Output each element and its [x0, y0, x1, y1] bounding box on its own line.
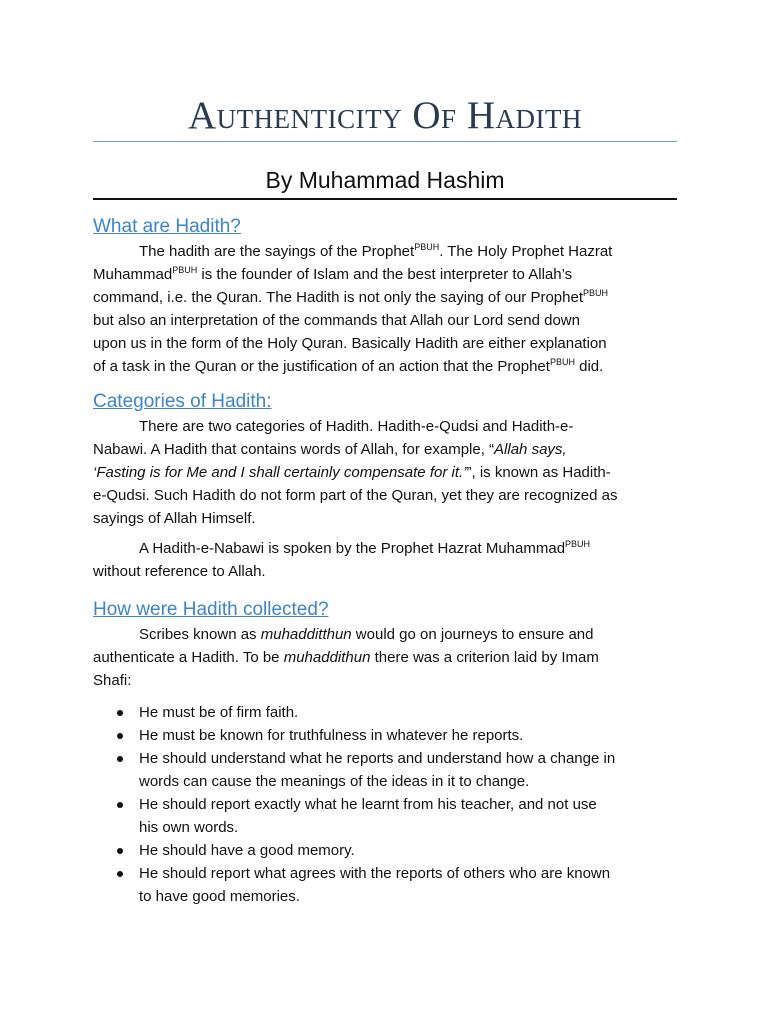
bullet-icon	[117, 802, 123, 808]
paragraph-what-are-hadith: The hadith are the sayings of the Prophet$^{PBUH}$. The Holy Prophet Hazrat Muhammad$^{PBUH}$ is the founder of Islam and the best interpreter to Allah’s command, i.e. the Quran. The Hadith is not only the saying of our Prophet$^{PBUH}$ but also an interpretation of the commands that Allah our Lord send down upon us in the form of the Holy Quran. Basically Hadith are either explanation of a task in the Quran or the justification of an action that the Prophet$^{PBUH}$ did.	[93, 242, 613, 375]
list-item: He must be known for truthfulness in whatever he reports.	[93, 724, 677, 747]
list-item: He should understand what he reports and understand how a change in words can cause the meanings of the ideas in it to change.	[93, 747, 677, 793]
pbuh-superscript: PBUH	[414, 242, 440, 252]
list-item: He should have a good memory.	[93, 839, 677, 862]
pbuh-superscript: PBUH	[565, 539, 591, 549]
paragraph-collection: Scribes known as muhadditthun would go on journeys to ensure and authenticate a Hadith. To be muhaddithun there was a criterion laid by Imam Shafi:	[93, 626, 599, 689]
bullet-icon	[117, 756, 123, 762]
heading-how-collected: How were Hadith collected?	[93, 599, 329, 620]
author-byline: By Muhammad Hashim	[265, 167, 505, 193]
heading-what-are-hadith: What are Hadith?	[93, 216, 241, 237]
list-item: He must be of firm faith.	[93, 701, 677, 724]
paragraph-hadith-e-nabawi: A Hadith-e-Nabawi is spoken by the Prophet Hazrat Muhammad$^{PBUH}$ without reference to Allah.	[93, 539, 591, 580]
byline-divider	[93, 198, 677, 200]
pbuh-superscript: PBUH	[549, 357, 575, 367]
document-title: Authenticity Of Hadith	[188, 94, 582, 137]
list-item: He should report exactly what he learnt from his teacher, and not use his own words.	[93, 793, 677, 839]
paragraph-categories: There are two categories of Hadith. Hadith-e-Qudsi and Hadith-e- Nabawi. A Hadith that contains words of Allah, for example, “Allah says, ‘Fasting is for Me and I shall certainly compensate for it.’”, is known as Hadith- e-Qudsi. Such Hadith do not form part of the Quran, yet they are recognized as sayings of Allah Himself.	[93, 418, 618, 527]
list-item: He should report what agrees with the reports of others who are known to have good memories.	[93, 862, 677, 908]
title-divider	[93, 141, 677, 142]
bullet-icon	[117, 871, 123, 877]
pbuh-superscript: PBUH	[583, 288, 609, 298]
pbuh-superscript: PBUH	[172, 265, 198, 275]
criteria-list	[93, 701, 677, 908]
bullet-icon	[117, 733, 123, 739]
bullet-icon	[117, 848, 123, 854]
bullet-icon	[117, 710, 123, 716]
heading-categories-of-hadith: Categories of Hadith:	[93, 391, 272, 412]
